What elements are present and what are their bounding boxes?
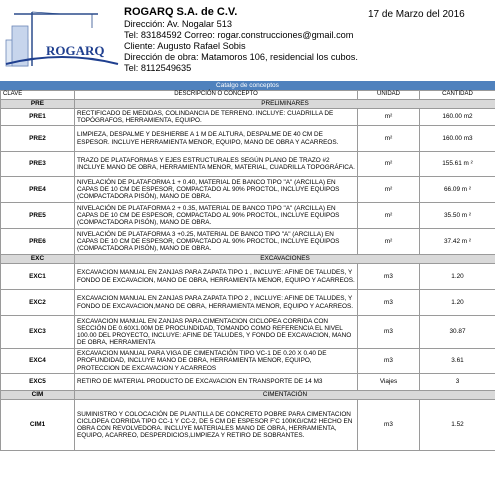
row-description: EXCAVACION MANUAL EN ZANJAS PARA ZAPATA TIPO 1 , INCLUYE: AFINE DE TALUDES, Y FONDO DE EXCAVACION, MANO DE OBRA, HERRAMIENTA MENOR, EQUIPO Y ACARREOS. — [75, 264, 358, 290]
row-quantity: 1.20 — [420, 290, 495, 316]
row-unit: m² — [358, 177, 420, 203]
row-quantity: 160.00 m3 — [420, 126, 495, 152]
row-quantity: 35.50 m ² — [420, 203, 495, 229]
row-description: EXCAVACION MANUAL EN ZANJAS PARA CIMENTACION CICLOPEA CORRIDA CON SECCIÓN DE 0.60X1.00M DE PROCUNDIDAD, TOMANDO COMO REFERENCIA EL NIVEL 100.00 DEL PROYECTO, INCLUYE: AFINE DE TALUDES, Y FONDO DE EXCAVACION, MANO DE OBRA, HERRAMIENTA — [75, 316, 358, 349]
row-unit: m² — [358, 126, 420, 152]
table-row — [1, 374, 495, 391]
table-row — [1, 152, 495, 177]
row-description: RECTIFICADO DE MEDIDAS, COLINDANCIA DE TERRENO. INCLUYE: CUADRILLA DE TOPÓGRAFOS, HERRAMIENTA, EQUIPO. — [75, 109, 358, 126]
row-unit: m3 — [358, 264, 420, 290]
row-quantity: 1.20 — [420, 264, 495, 290]
table-row — [1, 316, 495, 349]
table-row — [1, 109, 495, 126]
col-descripcion: DESCRIPCIÓN O CONCEPTO — [75, 91, 358, 100]
header-phone: Tel: 8112549635 — [124, 63, 192, 73]
row-clave: EXC3 — [1, 316, 75, 349]
row-clave: PRE4 — [1, 177, 75, 203]
row-clave: PRE5 — [1, 203, 75, 229]
row-description: NIVELACIÓN DE PLATAFORMA 3 +0.25, MATERIAL DE BANCO TIPO "A" (ARCILLA) EN CAPAS DE 10 CM DE ESPESOR, COMPACTADO AL 90% PROCTOL, INCLUYE EQUIPOS (COMPACTADORA PISÓN), MANO DE OBRA. — [75, 229, 358, 255]
row-unit: m² — [358, 152, 420, 177]
header-client: Cliente: Augusto Rafael Sobis — [124, 41, 246, 51]
table-row — [1, 203, 495, 229]
col-unidad: UNIDAD — [358, 91, 420, 100]
table-row — [1, 400, 495, 451]
row-clave: PRE3 — [1, 152, 75, 177]
table-row — [1, 290, 495, 316]
row-unit: m² — [358, 109, 420, 126]
row-unit: m² — [358, 229, 420, 255]
document-header — [0, 0, 495, 78]
header-site-address: Dirección de obra: Matamoros 106, residencial los cubos. — [124, 52, 358, 62]
col-clave: CLAVE — [1, 91, 75, 100]
row-description: RETIRO DE MATERIAL PRODUCTO DE EXCAVACION EN TRANSPORTE DE 14 M3 — [75, 374, 358, 391]
catalog-title: Catalgo de conceptos — [0, 81, 495, 90]
group-row-pre — [1, 100, 495, 109]
row-description: NIVELACIÓN DE PLATAFORMA 2 + 0.35, MATERIAL DE BANCO TIPO "A" (ARCILLA) EN CAPAS DE 10 CM DE ESPESOR, COMPACTADO AL 90% PROCTOL, INCLUYE EQUIPOS (COMPACTADORA PISÓN), MANO DE OBRA. — [75, 203, 358, 229]
concepts-table — [0, 90, 495, 451]
row-description: EXCAVACION MANUAL PARA VIGA DE CIMENTACIÓN TIPO VC-1 DE 0.20 X 0.40 DE PROFUNDIDAD, INCLUYE MANO DE OBRA, HERRAMIENTA MENOR, EQUIPO, PROTECCION DE EXCAVACION Y ACARREOS — [75, 349, 358, 374]
row-clave: PRE1 — [1, 109, 75, 126]
row-description: NIVELACIÓN DE PLATAFORMA 1 + 0.40, MATERIAL DE BANCO TIPO "A" (ARCILLA) EN CAPAS DE 10 CM DE ESPESOR, COMPACTADO AL 90% PROCTOL, INCLUYE EQUIPOS (COMPACTADORA PISÓN), MANO DE OBRA. — [75, 177, 358, 203]
row-unit: m3 — [358, 290, 420, 316]
row-quantity: 1.52 — [420, 400, 495, 451]
row-unit: m3 — [358, 349, 420, 374]
row-description: LIMPIEZA, DESPALME Y DESHIERBE A 1 M DE ALTURA, DESPALME DE 40 CM DE ESPESOR. INCLUYE HERRAMIENTA MENOR, EQUIPO, MANO DE OBRA Y ACARREOS. — [75, 126, 358, 152]
row-quantity: 3 — [420, 374, 495, 391]
row-description: TRAZO DE PLATAFORMAS Y EJES ESTRUCTURALES SEGÚN PLANO DE TRAZO #2 INCLUYE MANO DE OBRA, HERRAMIENTA MENOR, MATERIAL, CUADRILLA TOPOGRÁFICA. — [75, 152, 358, 177]
table-row — [1, 264, 495, 290]
row-quantity: 66.09 m ² — [420, 177, 495, 203]
row-clave: EXC5 — [1, 374, 75, 391]
logo-wordmark: ROGARQ — [46, 43, 105, 58]
group-code: EXC — [1, 255, 75, 264]
group-row-cim — [1, 391, 495, 400]
header-contact: Tel: 83184592 Correo: rogar.construcciones@gmail.com — [124, 30, 354, 40]
group-title: PRELIMINARES — [75, 100, 495, 109]
group-title: EXCAVACIONES — [75, 255, 495, 264]
column-header-row — [1, 91, 495, 100]
table-row — [1, 126, 495, 152]
col-cantidad: CANTIDAD — [420, 91, 495, 100]
row-quantity: 155.61 m ² — [420, 152, 495, 177]
row-quantity: 3.61 — [420, 349, 495, 374]
group-code: CIM — [1, 391, 75, 400]
row-clave: EXC4 — [1, 349, 75, 374]
row-unit: Viajes — [358, 374, 420, 391]
row-clave: PRE2 — [1, 126, 75, 152]
table-row — [1, 229, 495, 255]
row-clave: EXC1 — [1, 264, 75, 290]
row-unit: m3 — [358, 316, 420, 349]
row-description: EXCAVACION MANUAL EN ZANJAS PARA ZAPATA TIPO 2 , INCLUYE: AFINE DE TALUDES, Y FONDO DE EXCAVACION,MANO DE OBRA, HERRAMIENTA MENOR, EQUIPO Y ACARREOS. — [75, 290, 358, 316]
row-unit: m3 — [358, 400, 420, 451]
group-title: CIMENTACIÓN — [75, 391, 495, 400]
header-address: Dirección: Av. Nogalar 513 — [124, 19, 232, 29]
row-quantity: 160.00 m2 — [420, 109, 495, 126]
document-date: 17 de Marzo del 2016 — [368, 9, 465, 20]
rogarq-logo — [2, 6, 120, 76]
group-code: PRE — [1, 100, 75, 109]
row-clave: CIM1 — [1, 400, 75, 451]
company-name: ROGARQ S.A. de C.V. — [124, 6, 238, 18]
row-clave: EXC2 — [1, 290, 75, 316]
table-row — [1, 177, 495, 203]
group-row-exc — [1, 255, 495, 264]
row-quantity: 37.42 m ² — [420, 229, 495, 255]
row-clave: PRE6 — [1, 229, 75, 255]
row-description: SUMINISTRO Y COLOCACIÓN DE PLANTILLA DE CONCRETO POBRE PARA CIMENTACION CICLOPEA CORRIDA TIPO CC-1 Y CC-2, DE 5 CM DE ESPESOR F'C 100KG/CM2 HECHO EN OBRA CON REVOLVEDORA. INCLUYE MATERIALES MANO DE OBRA, HERRAMIENTA, EQUIPO, ACARREO, DESPERDICIOS,LIMPIEZA Y RETIRO DE SOBRANTES. — [75, 400, 358, 451]
row-quantity: 30.87 — [420, 316, 495, 349]
row-unit: m² — [358, 203, 420, 229]
table-row — [1, 349, 495, 374]
